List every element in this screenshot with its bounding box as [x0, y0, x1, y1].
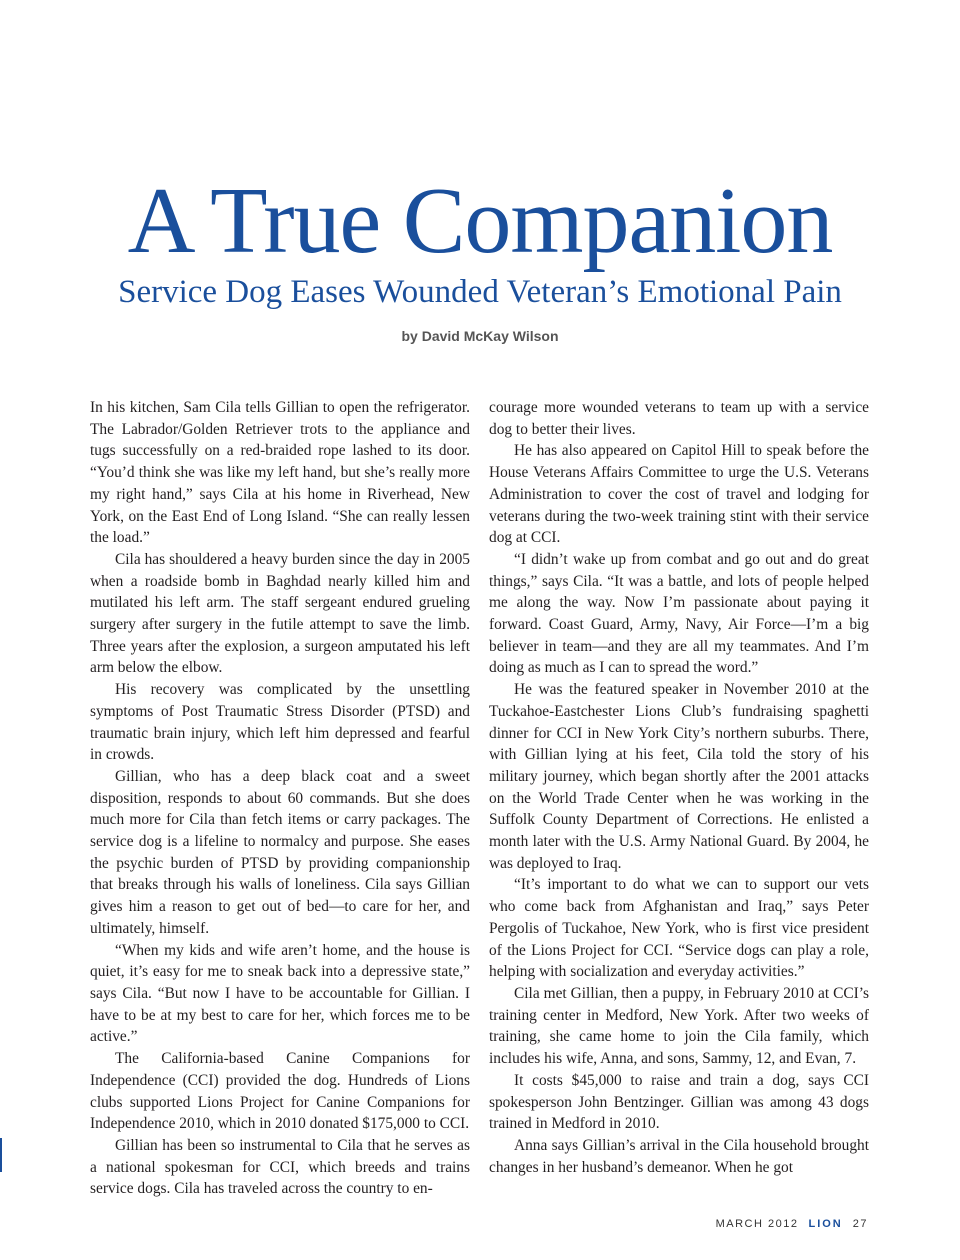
- issue-date: MARCH 2012: [715, 1218, 799, 1230]
- page-number: 27: [852, 1218, 868, 1230]
- paragraph: He was the featured speaker in November 2010 at the Tuckahoe-Eastchester Lions Club’s fundraising spaghetti dinner for CCI in New York City’s northern suburbs. There, with Gillian lying at his feet, Cila told the story of his military journey, which began shortly after the 2001 attacks on the World Trade Center when he was working in the Suffolk County Department of Corrections. He enlisted a month later with the U.S. Army National Guard. By 2004, he was deployed to Iraq.: [489, 681, 869, 872]
- paragraph: The California-based Canine Companions for Independence (CCI) provided the dog. Hundreds of Lions clubs supported Lions Project for Canine Companions for Independence 2010, which in 2010 donated $175,000 to CCI.: [90, 1050, 470, 1133]
- paragraph: It costs $45,000 to raise and train a dog, says CCI spokesperson John Bentzinger. Gillian was among 43 dogs trained in Medford in 2010.: [489, 1071, 869, 1133]
- article-title: A True Companion: [127, 169, 833, 273]
- paragraph: Gillian has been so instrumental to Cila that he serves as a national spokesman for CCI, which breeds and trains service dogs. Cila has traveled across the country to en-: [90, 1136, 470, 1198]
- article-byline: by David McKay Wilson: [401, 328, 559, 344]
- page-footer: [716, 1216, 868, 1232]
- paragraph: His recovery was complicated by the unsettling symptoms of Post Traumatic Stress Disorder (PTSD) and traumatic brain injury, which left him depressed and fearful in crowds.: [90, 681, 470, 764]
- article-subtitle: Service Dog Eases Wounded Veteran’s Emotional Pain: [118, 274, 842, 310]
- paragraph: Gillian, who has a deep black coat and a sweet disposition, responds to about 60 commands. But she does much more for Cila than fetch items or carry packages. The service dog is a lifeline to normalcy and purpose. She eases the psychic burden of PTSD by providing companionship that breaks through his walls of loneliness. Cila says Gillian gives him a reason to get out of bed—to care for her, and ultimately, himself.: [90, 767, 470, 937]
- paragraph: “When my kids and wife aren’t home, and the house is quiet, it’s easy for me to sneak back into a depressive state,” says Cila. “But now I have to be accountable for Gillian. I have to be at my best to care for her, which forces me to be active.”: [90, 941, 470, 1046]
- paragraph: Cila has shouldered a heavy burden since the day in 2005 when a roadside bomb in Baghdad nearly killed him and mutilated his left arm. The staff sergeant endured grueling surgery after surgery in the futile attempt to save the limb. Three years after the explosion, a surgeon amputated his left arm below the elbow.: [90, 550, 470, 677]
- paragraph: courage more wounded veterans to team up with a service dog to better their lives.: [489, 399, 869, 438]
- magazine-name: LION: [808, 1218, 843, 1230]
- left-column: [90, 397, 470, 1200]
- paragraph: Anna says Gillian’s arrival in the Cila household brought changes in her husband’s demeanor. When he got: [489, 1136, 869, 1176]
- right-column: [489, 397, 869, 1178]
- paragraph: In his kitchen, Sam Cila tells Gillian to open the refrigerator. The Labrador/Golden Retriever trots to the appliance and tugs successfully on a red-braided rope lashed to its door. “You’d think she was like my left hand, but she’s really more my right hand,” says Cila at his home in Riverhead, New York, on the East End of Long Island. “She can really lessen the load.”: [90, 399, 470, 547]
- paragraph: He has also appeared on Capitol Hill to speak before the House Veterans Affairs Committee to urge the U.S. Veterans Administration to cover the cost of travel and lodging for veterans during the two-week training stint with their service dog at CCI.: [489, 442, 869, 547]
- paragraph: Cila met Gillian, then a puppy, in February 2010 at CCI’s training center in Medford, New York. After two weeks of training, she came home to join the Cila family, which includes his wife, Anna, and sons, Sammy, 12, and Evan, 7.: [489, 984, 869, 1068]
- margin-rule: [0, 1138, 2, 1172]
- paragraph: “It’s important to do what we can to support our vets who come back from Afghanistan and Iraq,” says Peter Pergolis of Tuckahoe, New York, who is first vice president of the Lions Project for CCI. “Service dogs can play a role, helping with socialization and everyday activities.”: [489, 876, 869, 981]
- paragraph: “I didn’t wake up from combat and go out and do great things,” says Cila. “It was a battle, and lots of people helped me along the way. Now I’m passionate about paying it forward. Coast Guard, Army, Navy, Air Force—I’m a big believer in team—and they are all my teammates. And I’m doing as much as I can to spread the word.”: [489, 550, 869, 677]
